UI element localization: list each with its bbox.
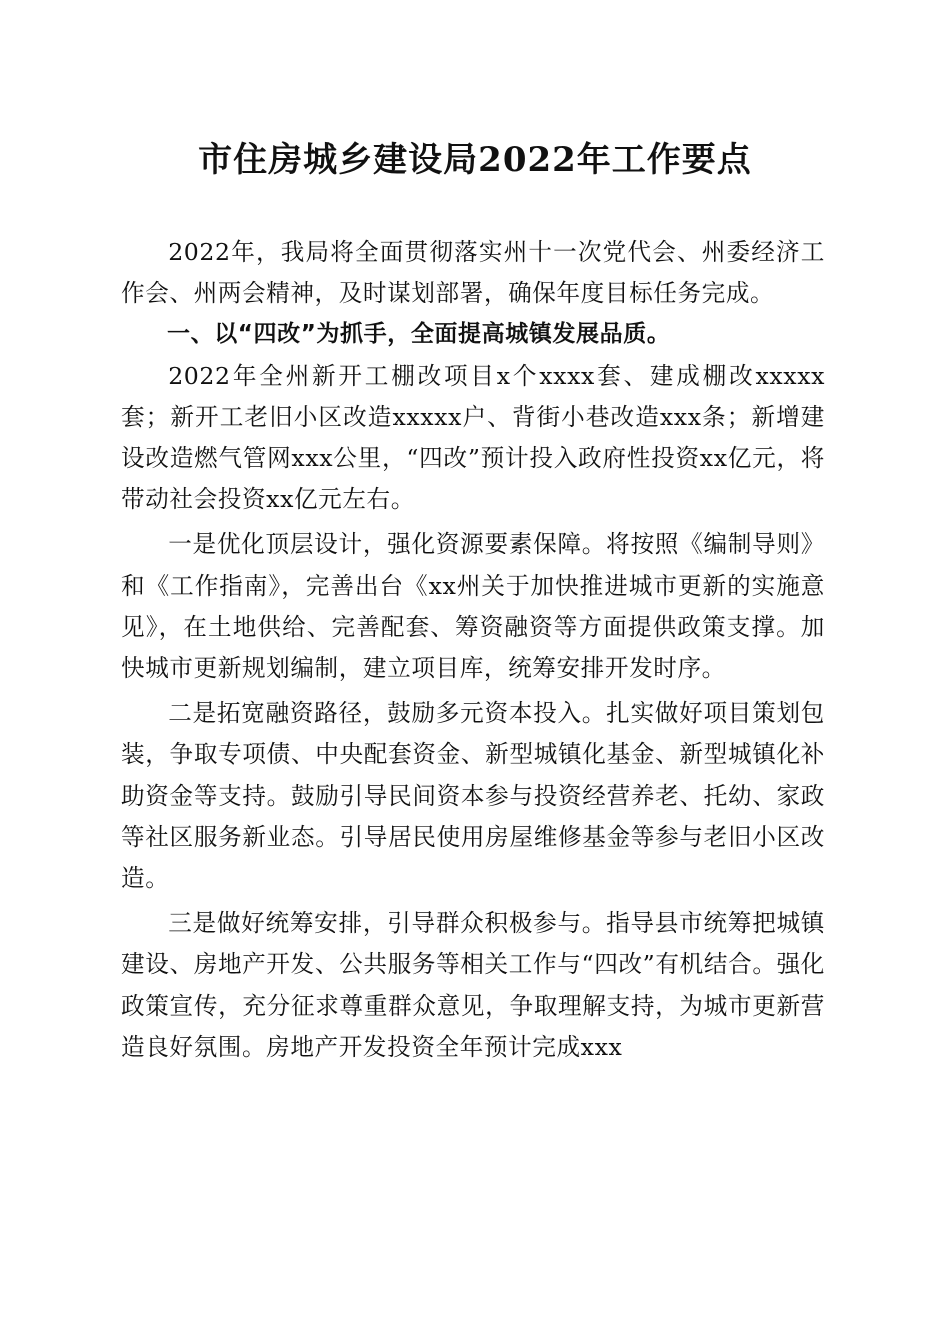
targets-text: 2022年全州新开工棚改项目x个xxxx套、建成棚改xxxxx套；新开工老旧小区改造xxxxx户、背街小巷改造xxx条；新增建设改造燃气管网xxx公里，“四改”预计投入政府性投资xx亿元，将带动社会投资xx亿元左右。 bbox=[121, 361, 825, 514]
document-body bbox=[121, 232, 825, 1068]
intro-paragraph bbox=[121, 232, 825, 314]
point-1-text: 将按照《编制导则》和《工作指南》，完善出台《xx州关于加快推进城市更新的实施意见》，在土地供给、完善配套、筹资融资等方面提供政策支撑。加快城市更新规划编制，建立项目库，统筹安排开发时序。 bbox=[121, 530, 825, 683]
section-heading-1 bbox=[121, 314, 825, 355]
point-1-lead: 一是优化顶层设计，强化资源要素保障。 bbox=[168, 530, 607, 559]
intro-text: 2022年，我局将全面贯彻落实州十一次党代会、州委经济工作会、州两会精神，及时谋划部署，确保年度目标任务完成。 bbox=[121, 238, 825, 308]
point-3-paragraph bbox=[121, 903, 825, 1068]
point-3-lead: 三是做好统筹安排，引导群众积极参与。 bbox=[168, 909, 607, 938]
section-heading-text: 一、以“四改”为抓手，全面提高城镇发展品质。 bbox=[167, 321, 671, 348]
point-2-lead: 二是拓宽融资路径，鼓励多元资本投入。 bbox=[168, 699, 607, 728]
point-1-paragraph bbox=[121, 524, 825, 689]
targets-paragraph bbox=[121, 356, 825, 521]
point-2-text: 扎实做好项目策划包装，争取专项债、中央配套资金、新型城镇化基金、新型城镇化补助资金等支持。鼓励引导民间资本参与投资经营养老、托幼、家政等社区服务新业态。引导居民使用房屋维修基金等参与老旧小区改造。 bbox=[121, 699, 825, 893]
point-3-text: 指导县市统筹把城镇建设、房地产开发、公共服务等相关工作与“四改”有机结合。强化政策宣传，充分征求尊重群众意见，争取理解支持，为城市更新营造良好氛围。房地产开发投资全年预计完成xxx bbox=[121, 909, 825, 1061]
document-title: 市住房城乡建设局2022年工作要点 bbox=[198, 140, 752, 180]
point-2-paragraph bbox=[121, 693, 825, 899]
